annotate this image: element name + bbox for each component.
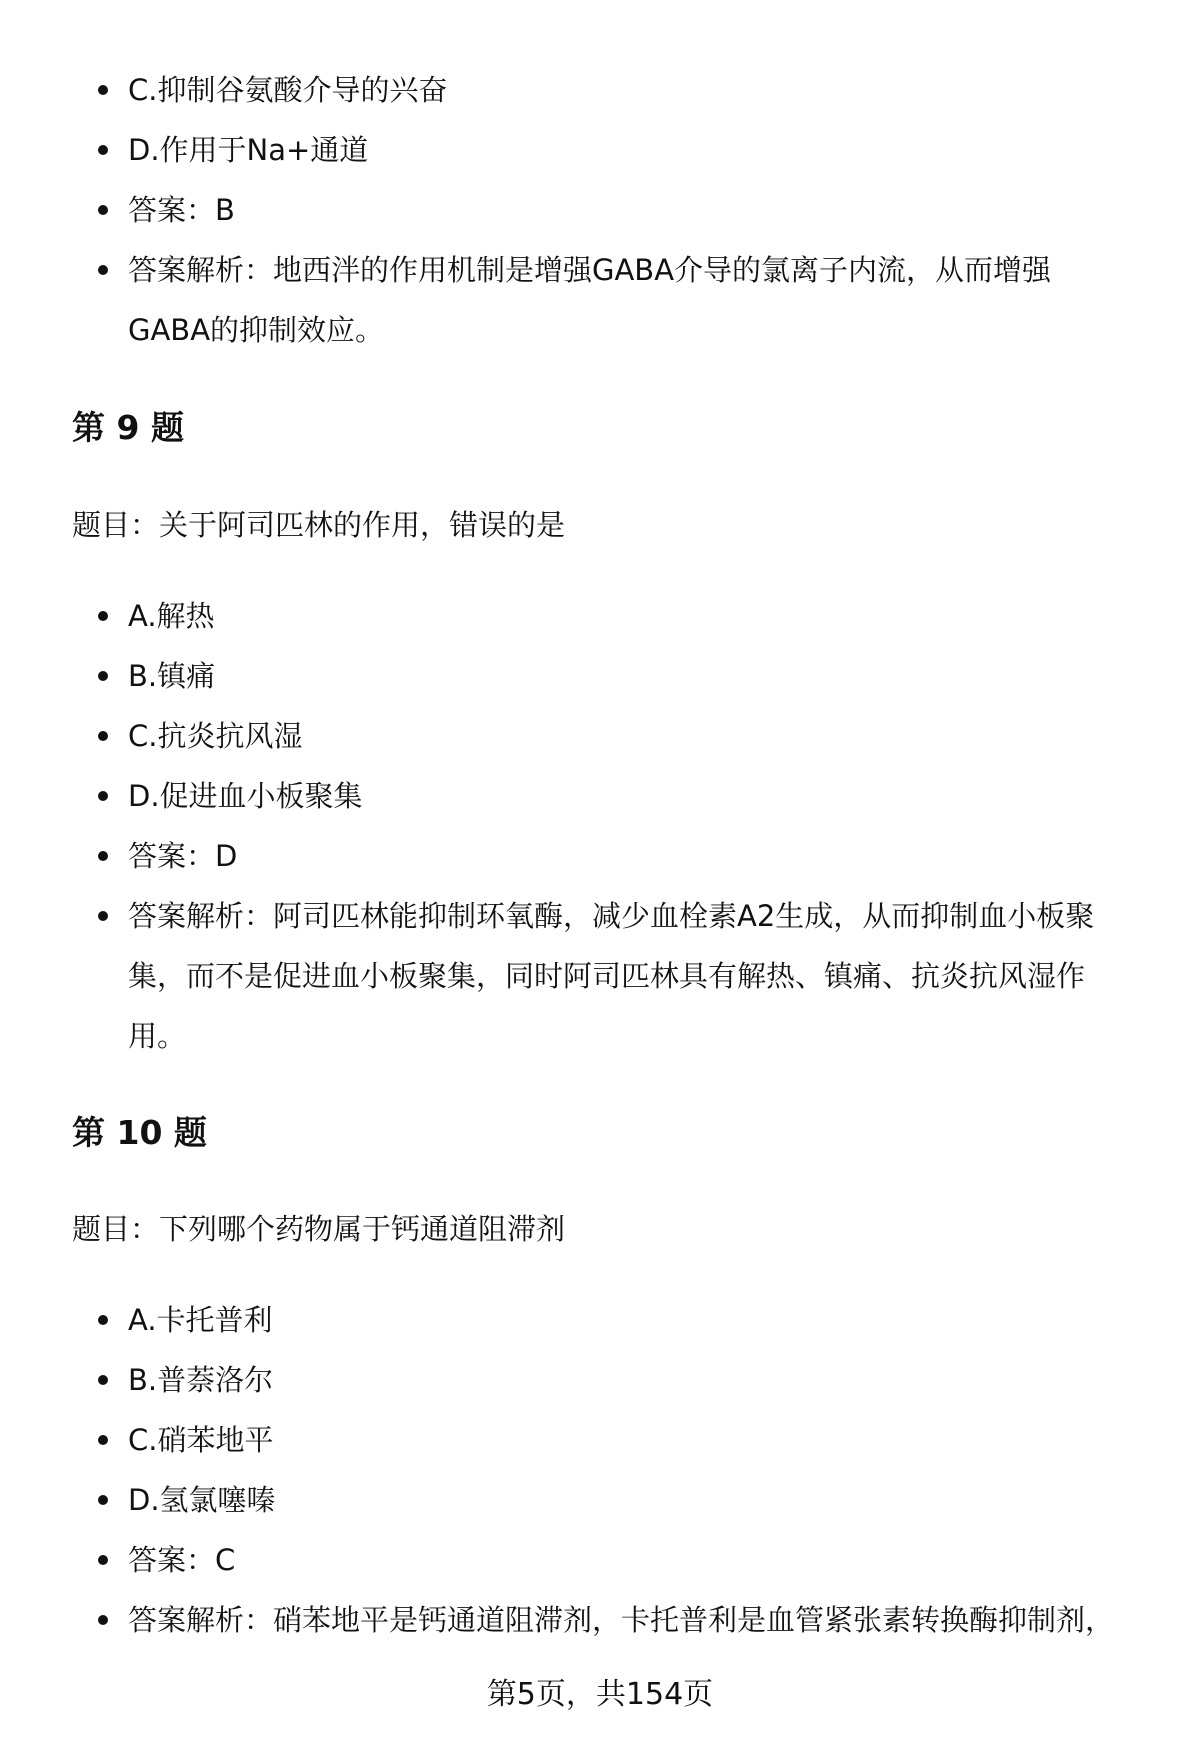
q8-options-list bbox=[0, 60, 1200, 360]
question-10-stem: 题目：下列哪个药物属于钙通道阻滞剂 bbox=[72, 1212, 566, 1246]
list-item: C.硝苯地平 bbox=[0, 1410, 1200, 1470]
list-item: B.普萘洛尔 bbox=[0, 1350, 1200, 1410]
list-item: A.解热 bbox=[0, 586, 1200, 646]
list-item: 答案解析：阿司匹林能抑制环氧酶，减少血栓素A2生成，从而抑制血小板聚集，而不是促进血小板聚集，同时阿司匹林具有解热、镇痛、抗炎抗风湿作用。 bbox=[0, 886, 1200, 1066]
list-item: D.作用于Na+通道 bbox=[0, 120, 1200, 180]
list-item: D.促进血小板聚集 bbox=[0, 766, 1200, 826]
page-number-footer: 第5页，共154页 bbox=[486, 1677, 714, 1712]
list-item: B.镇痛 bbox=[0, 646, 1200, 706]
list-item: C.抑制谷氨酸介导的兴奋 bbox=[0, 60, 1200, 120]
list-item: A.卡托普利 bbox=[0, 1290, 1200, 1350]
question-9-heading: 第 9 题 bbox=[72, 408, 184, 447]
list-item: C.抗炎抗风湿 bbox=[0, 706, 1200, 766]
question-9-stem: 题目：关于阿司匹林的作用，错误的是 bbox=[72, 508, 566, 542]
list-item: 答案解析：地西泮的作用机制是增强GABA介导的氯离子内流，从而增强GABA的抑制效应。 bbox=[0, 240, 1200, 360]
question-10-heading: 第 10 题 bbox=[72, 1113, 207, 1152]
list-item: 答案：D bbox=[0, 826, 1200, 886]
list-item: D.氢氯噻嗪 bbox=[0, 1470, 1200, 1530]
list-item: 答案：C bbox=[0, 1530, 1200, 1590]
list-item: 答案解析：硝苯地平是钙通道阻滞剂，卡托普利是血管紧张素转换酶抑制剂， bbox=[0, 1590, 1200, 1650]
q10-options-list bbox=[0, 1290, 1200, 1650]
list-item: 答案：B bbox=[0, 180, 1200, 240]
q9-options-list bbox=[0, 586, 1200, 1066]
